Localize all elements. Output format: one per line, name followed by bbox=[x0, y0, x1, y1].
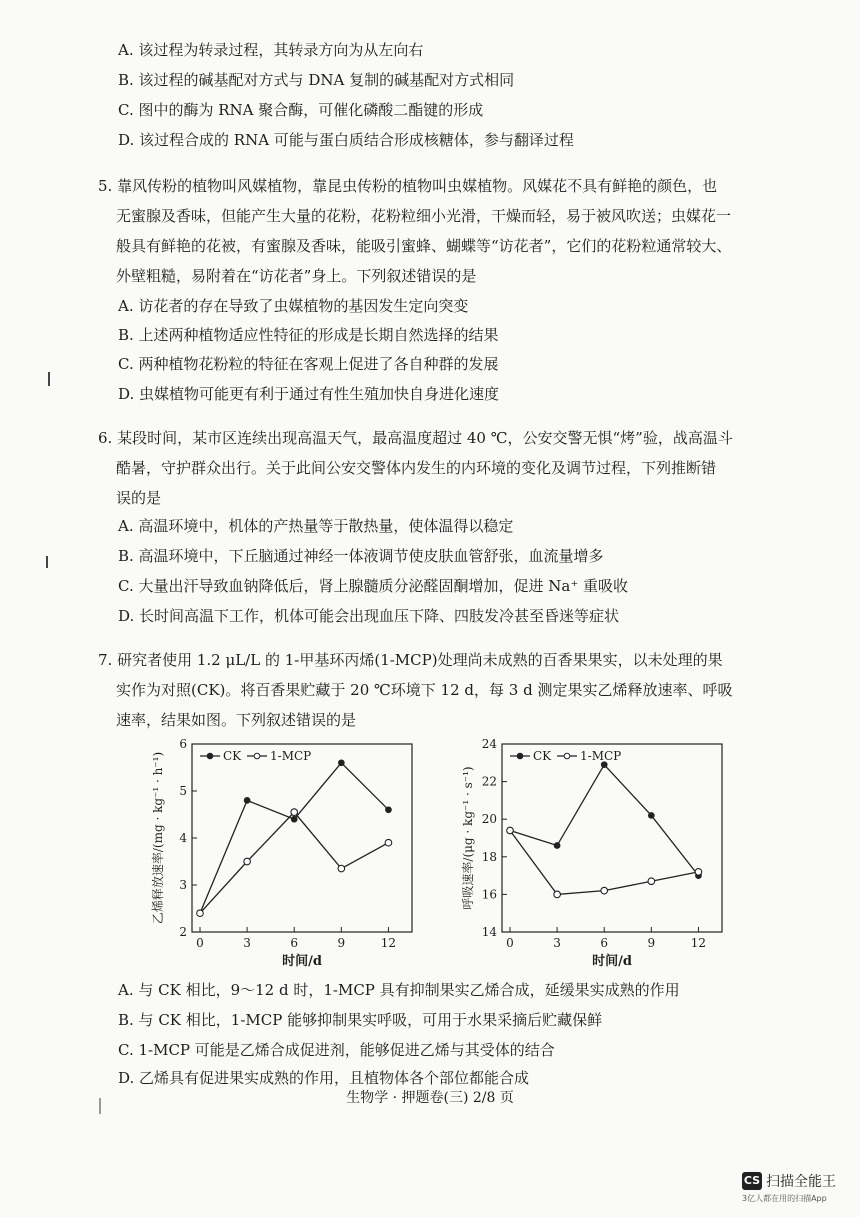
data-point-1-mcp bbox=[601, 887, 608, 894]
x-tick-label: 6 bbox=[600, 936, 609, 950]
y-tick-label: 14 bbox=[481, 925, 497, 939]
x-axis-label: 时间/d bbox=[282, 954, 322, 969]
series-line-ck bbox=[510, 765, 698, 876]
page-footer: 生物学 · 押题卷(三) 2/8 页 bbox=[346, 1090, 514, 1106]
q4-option-a: A. 该过程为转录过程，其转录方向为从左向右 bbox=[118, 41, 424, 59]
q7-option-a: A. 与 CK 相比，9～12 d 时，1-MCP 具有抑制果实乙烯合成，延缓果实成熟的作用 bbox=[118, 981, 680, 999]
legend-label: 1-MCP bbox=[580, 749, 622, 763]
q5-option-b: B. 上述两种植物适应性特征的形成是长期自然选择的结果 bbox=[118, 326, 499, 344]
x-tick-label: 9 bbox=[337, 936, 346, 950]
x-tick-label: 12 bbox=[690, 936, 707, 950]
y-tick-label: 20 bbox=[481, 812, 497, 827]
x-tick-label: 3 bbox=[553, 936, 561, 950]
data-point-ck bbox=[649, 813, 655, 819]
q6-option-c: C. 大量出汗导致血钠降低后，肾上腺髓质分泌醛固酮增加，促进 Na⁺ 重吸收 bbox=[118, 577, 629, 595]
q7-option-b: B. 与 CK 相比，1-MCP 能够抑制果实呼吸，可用于水果采摘后贮藏保鲜 bbox=[118, 1011, 603, 1029]
q5-option-d: D. 虫媒植物可能更有利于通过有性生殖加快自身进化速度 bbox=[118, 385, 500, 403]
y-tick-label: 24 bbox=[481, 737, 497, 751]
y-tick-label: 4 bbox=[179, 831, 187, 845]
legend-label: 1-MCP bbox=[270, 749, 312, 763]
data-point-ck bbox=[244, 798, 250, 804]
y-tick-label: 3 bbox=[179, 878, 187, 892]
x-axis-label: 时间/d bbox=[592, 954, 632, 969]
respiration-rate-chart bbox=[455, 732, 730, 972]
x-tick-label: 12 bbox=[380, 936, 397, 950]
brand-name: 扫描全能王 bbox=[766, 1173, 836, 1190]
legend-label: CK bbox=[223, 749, 242, 763]
y-tick-label: 5 bbox=[179, 784, 187, 798]
legend-label: CK bbox=[533, 749, 552, 763]
y-axis-label: 乙烯释放速率/(mg · kg⁻¹ · h⁻¹) bbox=[151, 751, 165, 925]
legend-marker bbox=[517, 753, 523, 759]
q7-stem-line-3: 速率，结果如图。下列叙述错误的是 bbox=[116, 711, 357, 729]
q4-option-c: C. 图中的酶为 RNA 聚合酶，可催化磷酸二酯键的形成 bbox=[118, 101, 484, 119]
data-point-1-mcp bbox=[244, 858, 251, 865]
q6-option-d: D. 长时间高温下工作，机体可能会出现血压下降、四肢发冷甚至昏迷等症状 bbox=[118, 607, 620, 625]
data-point-1-mcp bbox=[695, 869, 702, 876]
data-point-1-mcp bbox=[648, 878, 655, 885]
q4-option-b: B. 该过程的碱基配对方式与 DNA 复制的碱基配对方式相同 bbox=[118, 71, 515, 89]
q6-stem-line-2: 酷暑，守护群众出行。关于此间公安交警体内发生的内环境的变化及调节过程，下列推断错 bbox=[116, 459, 717, 477]
plot-frame bbox=[192, 744, 412, 932]
q5-stem-line-1: 5. 靠风传粉的植物叫风媒植物，靠昆虫传粉的植物叫虫媒植物。风媒花不具有鲜艳的颜色，也 bbox=[98, 177, 718, 195]
legend-marker bbox=[254, 753, 260, 759]
x-tick-label: 0 bbox=[196, 936, 204, 950]
scanner-watermark bbox=[742, 1170, 854, 1204]
series-line-1-mcp bbox=[200, 812, 388, 913]
x-tick-label: 6 bbox=[290, 936, 299, 950]
cs-logo-icon: CS bbox=[742, 1172, 762, 1190]
q6-option-b: B. 高温环境中，下丘脑通过神经一体液调节使皮肤血管舒张，血流量增多 bbox=[118, 547, 604, 565]
q6-option-a: A. 高温环境中，机体的产热量等于散热量，使体温得以稳定 bbox=[118, 517, 514, 535]
q5-option-c: C. 两种植物花粉粒的特征在客观上促进了各自种群的发展 bbox=[118, 355, 499, 373]
data-point-1-mcp bbox=[291, 809, 298, 816]
q6-stem-line-1: 6. 某段时间，某市区连续出现高温天气，最高温度超过 40 ℃，公安交警无惧“烤”验，战高温斗 bbox=[98, 429, 733, 447]
q4-option-d: D. 该过程合成的 RNA 可能与蛋白质结合形成核糖体，参与翻译过程 bbox=[118, 131, 574, 149]
data-point-ck bbox=[554, 843, 560, 849]
data-point-1-mcp bbox=[507, 827, 514, 834]
x-tick-label: 0 bbox=[506, 936, 514, 950]
y-tick-label: 6 bbox=[179, 737, 187, 751]
q7-stem-line-2: 实作为对照(CK)。将百香果贮藏于 20 ℃环境下 12 d，每 3 d 测定果实乙烯释放速率、呼吸 bbox=[116, 681, 733, 699]
data-point-1-mcp bbox=[338, 865, 345, 872]
y-tick-label: 18 bbox=[481, 849, 497, 864]
x-tick-label: 3 bbox=[243, 936, 251, 950]
ethylene-release-chart bbox=[150, 732, 420, 972]
y-tick-label: 2 bbox=[179, 925, 187, 939]
x-tick-label: 9 bbox=[647, 936, 656, 950]
brand-tagline: 3亿人都在用的扫描App bbox=[742, 1193, 827, 1203]
y-axis-label: 呼吸速率/(μg · kg⁻¹ · s⁻¹) bbox=[461, 766, 475, 910]
q5-stem-line-4: 外壁粗糙，易附着在“访花者”身上。下列叙述错误的是 bbox=[116, 267, 477, 285]
data-point-1-mcp bbox=[385, 839, 392, 846]
data-point-1-mcp bbox=[197, 910, 204, 917]
data-point-ck bbox=[339, 760, 345, 766]
q5-stem-line-2: 无蜜腺及香味，但能产生大量的花粉，花粉粒细小光滑，干燥而轻，易于被风吹送；虫媒花一 bbox=[116, 207, 732, 225]
legend-marker bbox=[564, 753, 570, 759]
q5-option-a: A. 访花者的存在导致了虫媒植物的基因发生定向突变 bbox=[118, 297, 469, 315]
data-point-ck bbox=[386, 807, 392, 813]
data-point-1-mcp bbox=[554, 891, 561, 898]
q5-stem-line-3: 般具有鲜艳的花被，有蜜腺及香味，能吸引蜜蜂、蝴蝶等“访花者”，它们的花粉粒通常较大、 bbox=[116, 237, 732, 255]
q6-stem-line-3: 误的是 bbox=[116, 489, 162, 507]
q7-option-d: D. 乙烯具有促进果实成熟的作用，且植物体各个部位都能合成 bbox=[118, 1069, 530, 1087]
q7-stem-line-1: 7. 研究者使用 1.2 μL/L 的 1-甲基环丙烯(1-MCP)处理尚未成熟的百香果果实，以未处理的果 bbox=[98, 651, 723, 669]
y-tick-label: 16 bbox=[481, 887, 497, 902]
y-tick-label: 22 bbox=[481, 774, 497, 789]
series-line-ck bbox=[200, 763, 388, 913]
q7-option-c: C. 1-MCP 可能是乙烯合成促进剂，能够促进乙烯与其受体的结合 bbox=[118, 1041, 555, 1059]
legend-marker bbox=[207, 753, 213, 759]
scan-margin-mark bbox=[46, 556, 48, 568]
data-point-ck bbox=[291, 816, 297, 822]
scan-margin-mark bbox=[48, 372, 50, 386]
